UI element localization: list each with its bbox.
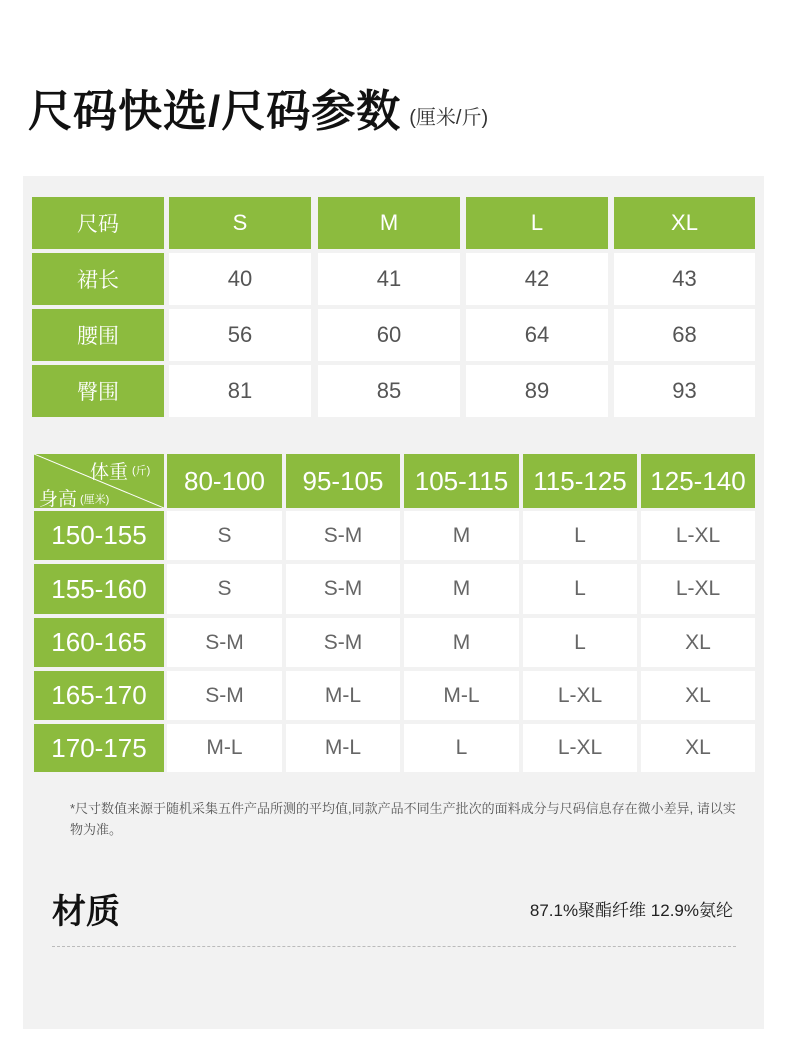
measure-value: 68: [614, 309, 755, 361]
height-label: 150-155: [34, 511, 164, 560]
measure-value: 43: [614, 253, 755, 305]
fit-size-cell: S-M: [167, 618, 282, 667]
corner-height-unit: (厘米): [80, 494, 110, 506]
page-title: [28, 82, 488, 142]
size-header-l: L: [466, 197, 608, 249]
material-composition: 87.1%聚酯纤维 12.9%氨纶: [529, 901, 733, 920]
measure-label: 臀围: [32, 365, 164, 417]
fit-size-cell: L-XL: [523, 724, 637, 772]
fit-size-cell: XL: [641, 724, 755, 772]
weight-header: 115-125: [523, 454, 637, 508]
height-label: 170-175: [34, 724, 164, 772]
fit-size-cell: S: [167, 564, 282, 614]
corner-height-label: 身高: [39, 489, 78, 510]
fit-size-cell: L-XL: [523, 671, 637, 720]
fit-size-cell: M-L: [286, 671, 400, 720]
size-header-m: M: [318, 197, 460, 249]
measure-value: 81: [169, 365, 311, 417]
measure-value: 64: [466, 309, 608, 361]
fit-size-cell: L: [523, 618, 637, 667]
fit-size-cell: L-XL: [641, 511, 755, 560]
fit-size-cell: L: [523, 511, 637, 560]
measure-value: 41: [318, 253, 460, 305]
fit-size-cell: M-L: [286, 724, 400, 772]
fit-size-cell: L: [523, 564, 637, 614]
fit-size-cell: L: [404, 724, 519, 772]
fit-size-cell: XL: [641, 671, 755, 720]
divider: [52, 946, 736, 947]
fit-size-cell: L-XL: [641, 564, 755, 614]
weight-header: 95-105: [286, 454, 400, 508]
fit-size-cell: M-L: [404, 671, 519, 720]
measure-value: 60: [318, 309, 460, 361]
material-title: 材质: [52, 893, 120, 931]
size-header-s: S: [169, 197, 311, 249]
fit-size-cell: S-M: [286, 511, 400, 560]
measure-value: 56: [169, 309, 311, 361]
fit-size-cell: S-M: [286, 564, 400, 614]
height-label: 165-170: [34, 671, 164, 720]
height-label: 160-165: [34, 618, 164, 667]
measure-value: 93: [614, 365, 755, 417]
measure-value: 89: [466, 365, 608, 417]
measure-value: 40: [169, 253, 311, 305]
measure-value: 85: [318, 365, 460, 417]
fit-size-cell: M: [404, 618, 519, 667]
fit-size-cell: M: [404, 564, 519, 614]
measure-label: 裙长: [32, 253, 164, 305]
fit-size-cell: XL: [641, 618, 755, 667]
height-label: 155-160: [34, 564, 164, 614]
corner-weight-unit: (斤): [132, 465, 151, 477]
title-main: 尺码快选/尺码参数: [28, 87, 402, 136]
size-header-xl: XL: [614, 197, 755, 249]
fit-size-cell: S-M: [167, 671, 282, 720]
title-unit: (厘米/斤): [409, 107, 489, 129]
fit-size-cell: M: [404, 511, 519, 560]
weight-header: 80-100: [167, 454, 282, 508]
fit-size-cell: S-M: [286, 618, 400, 667]
size-header-label: 尺码: [32, 197, 164, 249]
measure-value: 42: [466, 253, 608, 305]
corner-cell: [34, 454, 164, 508]
weight-header: 105-115: [404, 454, 519, 508]
fit-size-cell: M-L: [167, 724, 282, 772]
corner-weight-label: 体重: [90, 462, 129, 483]
fit-size-cell: S: [167, 511, 282, 560]
measure-label: 腰围: [32, 309, 164, 361]
size-note: *尺寸数值来源于随机采集五件产品所测的平均值,同款产品不同生产批次的面料成分与尺码信息存在微小差异, 请以实物为准。: [70, 801, 736, 837]
weight-header: 125-140: [641, 454, 755, 508]
